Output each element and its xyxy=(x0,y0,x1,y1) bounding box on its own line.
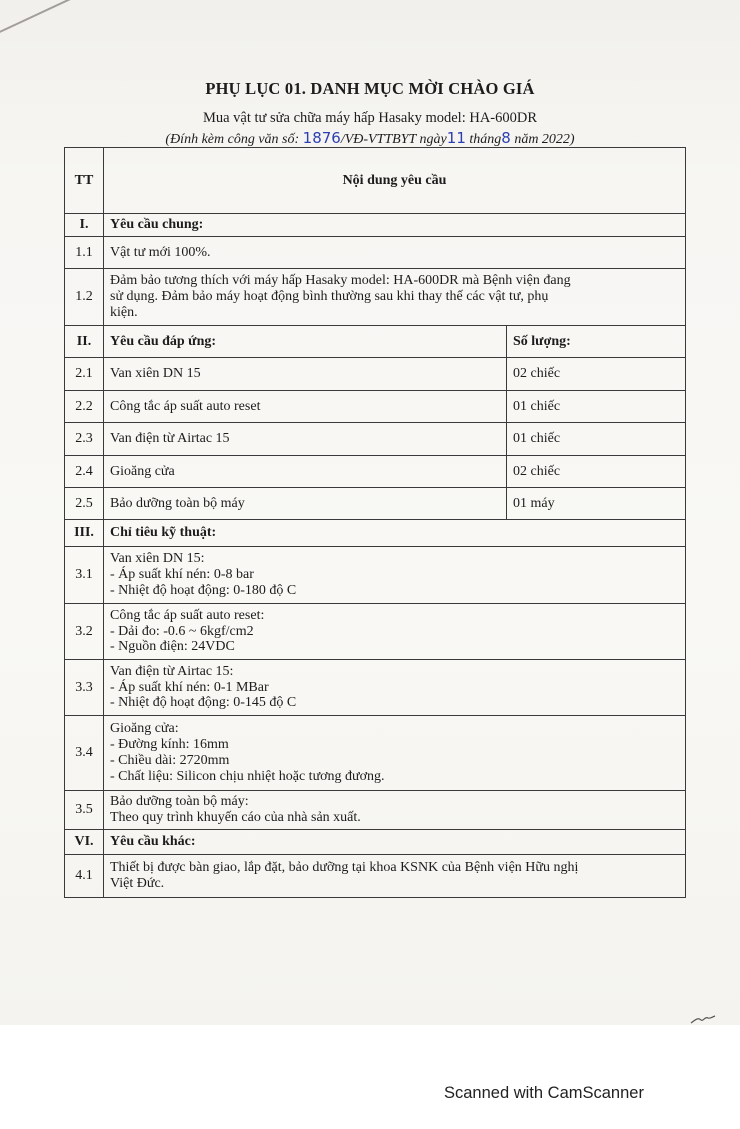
spec-line: Van xiên DN 15: xyxy=(110,551,205,567)
spec-line: Theo quy trình khuyến cáo của nhà sản xuất. xyxy=(110,810,361,825)
table-row xyxy=(65,237,686,269)
section-title: Yêu cầu đáp ứng: xyxy=(104,326,507,358)
section-number: III. xyxy=(65,520,104,547)
row-text-line: sử dụng. Đảm bảo máy hoạt động bình thường sau khi thay thế các vật tư, phụ xyxy=(110,289,549,305)
spec-number: 3.3 xyxy=(65,660,104,716)
attach-suffix: năm 2022) xyxy=(510,132,575,147)
spec-row xyxy=(65,791,686,830)
spec-text xyxy=(104,791,686,830)
row-text xyxy=(104,269,686,326)
spec-text xyxy=(104,547,686,604)
row-number: 4.1 xyxy=(65,855,104,898)
spec-line: - Nhiệt độ hoạt động: 0-180 độ C xyxy=(110,582,297,598)
row-number: 1.1 xyxy=(65,237,104,269)
section-number: I. xyxy=(65,214,104,237)
item-name: Công tắc áp suất auto reset xyxy=(104,391,507,423)
section-row xyxy=(65,830,686,855)
document-title: PHỤ LỤC 01. DANH MỤC MỜI CHÀO GIÁ xyxy=(205,79,535,98)
row-text xyxy=(104,855,686,898)
spec-text xyxy=(104,604,686,660)
spec-line: - Áp suất khí nén: 0-1 MBar xyxy=(110,679,269,695)
attach-prefix: (Đính kèm công văn số: xyxy=(165,132,303,147)
spec-line: - Nguồn điện: 24VDC xyxy=(110,639,235,655)
header-content: Nội dung yêu cầu xyxy=(104,148,686,214)
camscanner-watermark: Scanned with CamScanner xyxy=(444,1084,644,1102)
item-row xyxy=(65,488,686,520)
item-row xyxy=(65,456,686,488)
document-subtitle: Mua vật tư sửa chữa máy hấp Hasaky model: HA-600DR xyxy=(202,110,538,126)
item-number: 2.3 xyxy=(65,423,104,456)
spec-line: - Chất liệu: Silicon chịu nhiệt hoặc tương đương. xyxy=(110,768,385,784)
item-row xyxy=(65,423,686,456)
spec-row xyxy=(65,547,686,604)
attachment-reference xyxy=(0,129,740,148)
spec-text xyxy=(104,716,686,791)
section-row xyxy=(65,520,686,547)
item-row xyxy=(65,391,686,423)
table-row xyxy=(65,855,686,898)
spec-line: Công tắc áp suất auto reset: xyxy=(110,607,265,623)
handwritten-day: 11 xyxy=(446,129,466,147)
spec-row xyxy=(65,604,686,660)
section-number: VI. xyxy=(65,830,104,855)
row-text-line: kiện. xyxy=(110,304,138,320)
spec-line: - Áp suất khí nén: 0-8 bar xyxy=(110,567,254,583)
item-name: Gioăng cửa xyxy=(104,456,507,488)
section-title: Yêu cầu chung: xyxy=(104,214,686,237)
spec-line: Gioăng cửa: xyxy=(110,721,179,737)
table-header-row xyxy=(65,148,686,214)
spec-number: 3.4 xyxy=(65,716,104,791)
spec-line: - Chiều dài: 2720mm xyxy=(110,753,230,768)
page-fold-mark xyxy=(0,0,71,40)
section-title: Chỉ tiêu kỹ thuật: xyxy=(104,520,686,547)
row-text-line: Việt Đức. xyxy=(110,876,165,891)
section-number: II. xyxy=(65,326,104,358)
item-number: 2.4 xyxy=(65,456,104,488)
section-row xyxy=(65,326,686,358)
item-name: Bảo dưỡng toàn bộ máy xyxy=(104,488,507,520)
attach-mid-1: /VĐ-VTTBYT ngày xyxy=(340,132,447,147)
item-quantity: 01 máy xyxy=(507,488,686,520)
spec-number: 3.2 xyxy=(65,604,104,660)
row-text: Vật tư mới 100%. xyxy=(104,237,686,269)
item-quantity: 01 chiếc xyxy=(507,423,686,456)
item-quantity: 02 chiếc xyxy=(507,358,686,391)
item-number: 2.1 xyxy=(65,358,104,391)
item-number: 2.2 xyxy=(65,391,104,423)
table-row xyxy=(65,269,686,326)
handwritten-month: 8 xyxy=(501,129,511,147)
attach-mid-2: tháng xyxy=(465,132,502,147)
handwritten-doc-number: 1876 xyxy=(302,129,341,147)
spec-line: - Nhiệt độ hoạt động: 0-145 độ C xyxy=(110,695,297,711)
row-text-line: Thiết bị được bàn giao, lắp đặt, bảo dưỡng tại khoa KSNK của Bệnh viện Hữu nghị xyxy=(110,860,579,876)
spec-number: 3.1 xyxy=(65,547,104,604)
requirements-table xyxy=(64,147,686,898)
spec-row xyxy=(65,660,686,716)
spec-line: Bảo dưỡng toàn bộ máy: xyxy=(110,794,249,810)
item-name: Van điện từ Airtac 15 xyxy=(104,423,507,456)
spec-line: - Dải đo: -0.6 ~ 6kgf/cm2 xyxy=(110,623,254,639)
spec-number: 3.5 xyxy=(65,791,104,830)
header-tt: TT xyxy=(65,148,104,214)
item-name: Van xiên DN 15 xyxy=(104,358,507,391)
quantity-header: Số lượng: xyxy=(507,326,686,358)
spec-line: - Đường kính: 16mm xyxy=(110,737,229,753)
item-quantity: 02 chiếc xyxy=(507,456,686,488)
row-text-line: Đảm bảo tương thích với máy hấp Hasaky model: HA-600DR mà Bệnh viện đang xyxy=(110,273,571,289)
section-title: Yêu cầu khác: xyxy=(104,830,686,855)
item-number: 2.5 xyxy=(65,488,104,520)
scanner-footer-area xyxy=(0,1025,740,1129)
row-number: 1.2 xyxy=(65,269,104,326)
section-row xyxy=(65,214,686,237)
item-quantity: 01 chiếc xyxy=(507,391,686,423)
signature-mark-icon xyxy=(690,1011,716,1025)
spec-text xyxy=(104,660,686,716)
spec-line: Van điện từ Airtac 15: xyxy=(110,663,234,679)
spec-row xyxy=(65,716,686,791)
item-row xyxy=(65,358,686,391)
